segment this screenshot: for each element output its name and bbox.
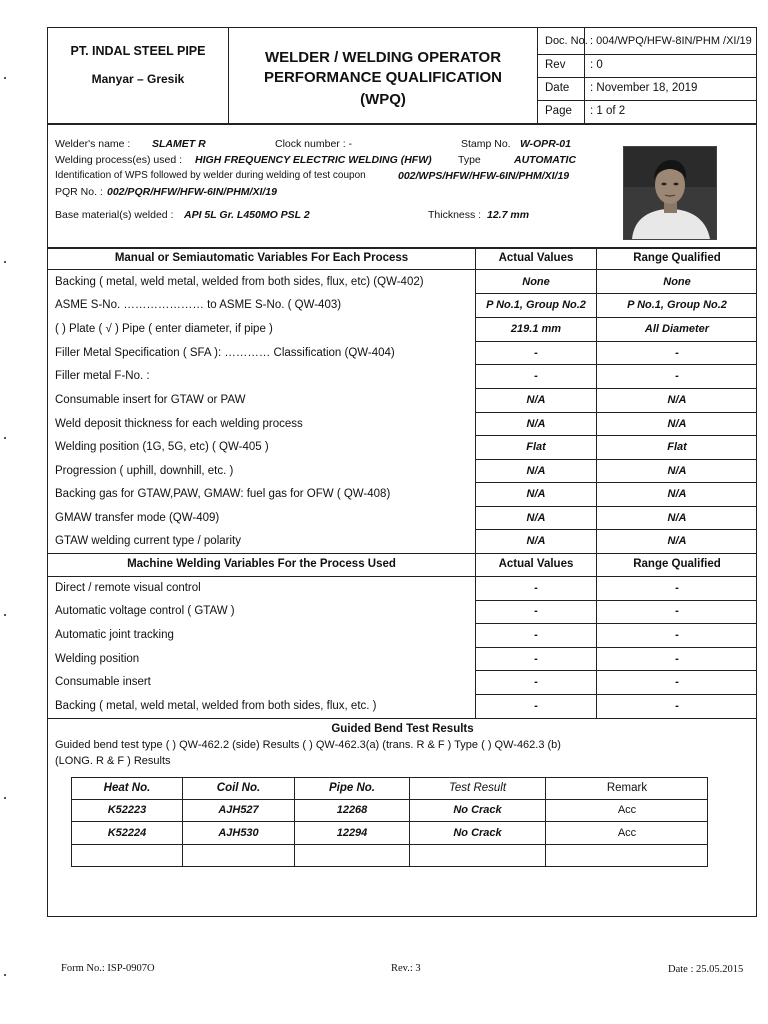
scan-dot: [4, 614, 6, 616]
range-value: -: [675, 582, 679, 594]
welder-name-value: SLAMET R: [152, 138, 206, 150]
actual-value: N/A: [526, 535, 546, 547]
range-value: -: [675, 653, 679, 665]
actual-value: -: [534, 347, 538, 359]
footer-form-no: Form No.: ISP-0907O: [61, 963, 155, 974]
divider: [537, 77, 757, 78]
manual-range-header: Range Qualified: [633, 252, 721, 264]
pqr-label: PQR No. :: [55, 186, 103, 198]
page-value: : 1 of 2: [590, 105, 626, 117]
footer-date: Date : 25.05.2015: [668, 964, 744, 975]
actual-value: -: [534, 370, 538, 382]
divider: [475, 694, 757, 695]
range-value: N/A: [667, 488, 687, 500]
actual-value: -: [534, 629, 538, 641]
divider: [537, 54, 757, 55]
machine-variables-header: Machine Welding Variables For the Process Used: [127, 558, 396, 570]
actual-value: N/A: [526, 512, 546, 524]
type-label: Type: [458, 154, 481, 166]
divider: [48, 553, 757, 554]
doc-no-value: : 004/WPQ/HFW-8IN/PHM /XI/19: [590, 35, 752, 47]
coil-no: AJH527: [218, 804, 259, 816]
pipe-no: 12268: [336, 804, 368, 816]
divider: [475, 670, 757, 671]
divider: [48, 123, 757, 125]
variable-label: Automatic joint tracking: [55, 629, 174, 641]
variable-label: Weld deposit thickness for each welding process: [55, 418, 303, 430]
bend-test-type-line1: Guided bend test type ( ) QW-462.2 (side) Results ( ) QW-462.3(a) (trans. R & F ) Type ( ) QW-462.3 (b): [55, 739, 561, 751]
heat-no: K52223: [107, 804, 147, 816]
pipe-no: 12294: [336, 827, 368, 839]
actual-value: N/A: [526, 465, 546, 477]
variable-label: Welding position: [55, 653, 140, 665]
divider: [475, 623, 757, 624]
divider: [475, 647, 757, 648]
variable-label: Backing ( metal, weld metal, welded from both sides, flux, etc) (QW-402): [55, 276, 424, 288]
divider: [475, 506, 757, 507]
column-header: Test Result: [448, 782, 507, 794]
scan-dot: [4, 261, 6, 263]
variable-label: Consumable insert for GTAW or PAW: [55, 394, 246, 406]
divider: [475, 293, 757, 294]
range-value: P No.1, Group No.2: [627, 299, 727, 311]
wps-value: 002/WPS/HFW/HFW-6IN/PHM/XI/19: [398, 170, 570, 182]
variable-label: Consumable insert: [55, 676, 151, 688]
actual-value: -: [534, 582, 538, 594]
divider: [48, 718, 757, 719]
divider: [475, 388, 757, 389]
actual-value: P No.1, Group No.2: [486, 299, 586, 311]
clock-number: Clock number : -: [275, 138, 353, 150]
range-value: N/A: [667, 418, 687, 430]
divider: [475, 341, 757, 342]
base-material-value: API 5L Gr. L450MO PSL 2: [184, 209, 310, 221]
variable-label: Automatic voltage control ( GTAW ): [55, 605, 235, 617]
manual-variables-header: Manual or Semiautomatic Variables For Each Process: [114, 252, 409, 264]
type-value: AUTOMATIC: [514, 154, 577, 166]
welder-name-label: Welder's name :: [55, 138, 131, 150]
variable-label: Filler metal F-No. :: [55, 370, 150, 382]
company-location: Manyar – Gresik: [91, 72, 185, 86]
divider: [475, 600, 757, 601]
divider: [537, 100, 757, 101]
form-title-line2: PERFORMANCE QUALIFICATION: [263, 69, 503, 86]
bend-test-title: Guided Bend Test Results: [331, 723, 474, 735]
footer-rev: Rev.: 3: [391, 963, 421, 974]
date-value: : November 18, 2019: [590, 82, 698, 94]
range-value: -: [675, 676, 679, 688]
date-label: Date: [545, 82, 570, 94]
variable-label: ( ) Plate ( √ ) Pipe ( enter diameter, if pipe ): [55, 323, 273, 335]
coil-no: AJH530: [218, 827, 259, 839]
stamp-label: Stamp No.: [461, 138, 511, 150]
divider: [71, 844, 708, 845]
divider: [475, 459, 757, 460]
scan-dot: [4, 77, 6, 79]
variable-label: GMAW transfer mode (QW-409): [55, 512, 220, 524]
test-result: No Crack: [453, 804, 502, 816]
welder-photo: [623, 146, 717, 240]
doc-no-label: Doc. No.: [545, 35, 588, 47]
stamp-value: W-OPR-01: [520, 138, 571, 150]
thickness-label: Thickness :: [428, 209, 482, 221]
divider: [71, 799, 708, 800]
range-value: None: [663, 276, 691, 288]
range-value: N/A: [667, 512, 687, 524]
test-result: No Crack: [453, 827, 502, 839]
range-value: Flat: [667, 441, 687, 453]
divider: [475, 435, 757, 436]
welder-photo-image: [624, 147, 716, 239]
remark: Acc: [617, 804, 637, 816]
rev-value: : 0: [590, 59, 603, 71]
actual-value: 219.1 mm: [510, 323, 562, 335]
column-header: Pipe No.: [328, 782, 375, 794]
scan-dot: [4, 437, 6, 439]
range-value: -: [675, 700, 679, 712]
thickness-value: 12.7 mm: [487, 209, 530, 221]
range-value: -: [675, 629, 679, 641]
actual-value: N/A: [526, 488, 546, 500]
column-header: Remark: [606, 782, 648, 794]
divider: [475, 364, 757, 365]
column-header: Coil No.: [216, 782, 261, 794]
actual-value: None: [522, 276, 550, 288]
bend-test-type-line2: (LONG. R & F ) Results: [55, 755, 171, 767]
variable-label: Progression ( uphill, downhill, etc. ): [55, 465, 234, 477]
divider: [48, 269, 757, 270]
process-label: Welding process(es) used :: [55, 154, 183, 166]
form-title-line3: (WPQ): [360, 91, 406, 108]
actual-value: -: [534, 605, 538, 617]
actual-value: N/A: [526, 394, 546, 406]
pqr-value: 002/PQR/HFW/HFW-6IN/PHM/XI/19: [107, 186, 277, 198]
variable-label: Welding position (1G, 5G, etc) ( QW-405 ): [55, 441, 269, 453]
actual-value: N/A: [526, 418, 546, 430]
range-value: -: [675, 370, 679, 382]
variable-label: Backing gas for GTAW,PAW, GMAW: fuel gas for OFW ( QW-408): [55, 488, 391, 500]
form-title-line1: WELDER / WELDING OPERATOR: [264, 49, 502, 66]
divider: [475, 317, 757, 318]
variable-label: ASME S-No. ………………… to ASME S-No. ( QW-403): [55, 299, 342, 311]
machine-range-header: Range Qualified: [633, 558, 721, 570]
variable-label: Backing ( metal, weld metal, welded from both sides, flux, etc. ): [55, 700, 377, 712]
actual-value: -: [534, 653, 538, 665]
divider: [475, 482, 757, 483]
variable-label: Direct / remote visual control: [55, 582, 201, 594]
variable-label: GTAW welding current type / polarity: [55, 535, 241, 547]
actual-value: -: [534, 676, 538, 688]
range-value: -: [675, 347, 679, 359]
base-material-label: Base material(s) welded :: [55, 209, 174, 221]
column-header: Heat No.: [103, 782, 151, 794]
scan-dot: [4, 797, 6, 799]
company-name: PT. INDAL STEEL PIPE: [70, 44, 206, 58]
range-value: All Diameter: [644, 323, 710, 335]
range-value: -: [675, 605, 679, 617]
divider: [475, 529, 757, 530]
actual-value: Flat: [526, 441, 546, 453]
divider: [537, 28, 538, 123]
divider: [475, 412, 757, 413]
actual-value: -: [534, 700, 538, 712]
page-label: Page: [545, 105, 572, 117]
variable-label: Filler Metal Specification ( SFA ): ………… Classification (QW-404): [55, 347, 395, 359]
scan-dot: [4, 974, 6, 976]
manual-actual-header: Actual Values: [498, 252, 574, 264]
process-value: HIGH FREQUENCY ELECTRIC WELDING (HFW): [195, 154, 432, 166]
remark: Acc: [617, 827, 637, 839]
heat-no: K52224: [107, 827, 147, 839]
range-value: N/A: [667, 465, 687, 477]
divider: [48, 247, 757, 249]
wps-label: Identification of WPS followed by welder during welding of test coupon: [55, 170, 366, 181]
rev-label: Rev: [545, 59, 566, 71]
range-value: N/A: [667, 535, 687, 547]
divider: [48, 576, 757, 577]
machine-actual-header: Actual Values: [498, 558, 574, 570]
divider: [71, 821, 708, 822]
range-value: N/A: [667, 394, 687, 406]
